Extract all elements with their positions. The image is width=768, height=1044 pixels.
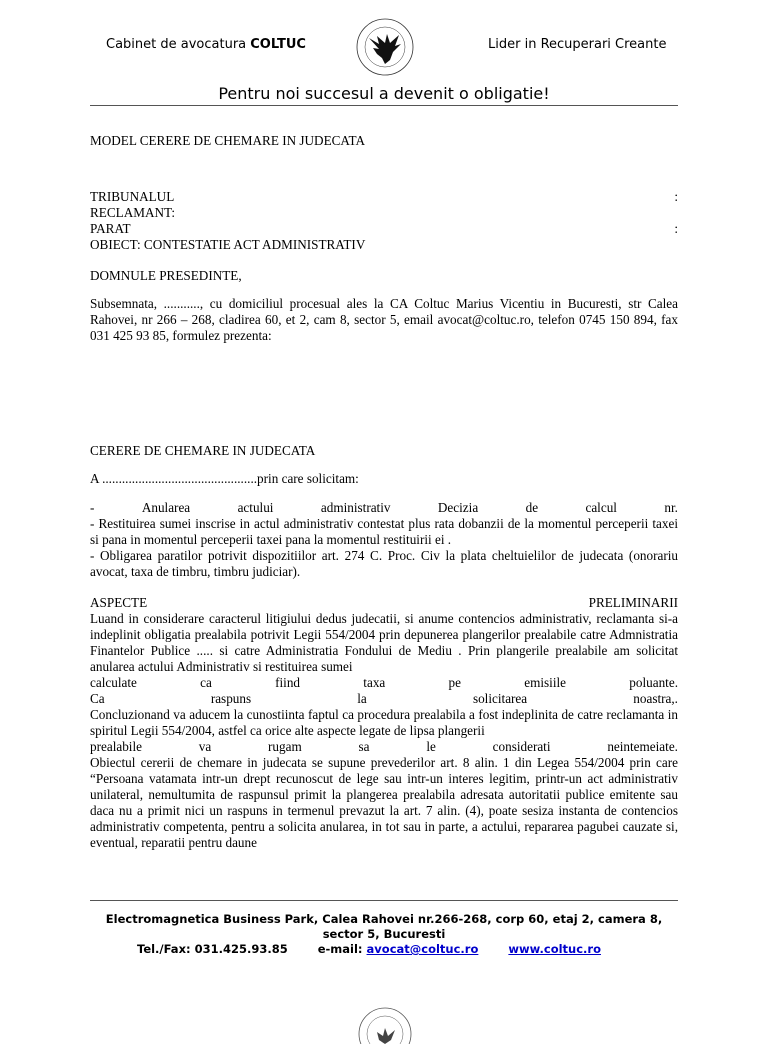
field-colon: : (674, 189, 678, 204)
body-spread-line-1 (90, 675, 678, 691)
party-fields (90, 189, 678, 253)
word: emisiile (524, 675, 567, 690)
request-3: - Obligarea paratilor potrivit dispozitiilor art. 274 C. Proc. Civ la plata cheltuielilor de judecata (onorariu avocat, taxa de timbru, timbru judiciar). (90, 548, 678, 579)
aspects-heading-right: PRELIMINARII (588, 595, 678, 610)
footer-contact-line (60, 942, 678, 957)
document-title: MODEL CERERE DE CHEMARE IN JUDECATA (90, 133, 366, 148)
word: Anularea (141, 500, 191, 515)
body-paragraph-1: Luand in considerare caracterul litigiului dedus judecatii, si anume contencios administrativ, reclamanta si-a indeplinit obligatia prealabila potrivit Legii 554/2004 prin depunerea plangerilor prealabile catre Admnistratia Finantelor Publice ..... si catre Administratia Fondului de Mediu . Prin plangerile prealabile am solicitat anularea actului Administrativ si restituirea sumei (90, 611, 678, 674)
field-label: PARAT (90, 221, 131, 236)
field-label: RECLAMANT: (90, 205, 176, 220)
word: le (426, 739, 436, 754)
firm-name-bold: COLTUC (250, 37, 306, 52)
footer-email-block (318, 942, 479, 957)
field-row (90, 237, 678, 253)
word: de (525, 500, 539, 515)
word: raspuns (210, 691, 252, 706)
against-line: A ...............................................prin care solicitam: (90, 471, 359, 486)
request-2: - Restituirea sumei inscrise in actul administrativ contestat plus rata dobanzii de la momentul perceperii taxei si pana in momentul perceperii taxei pana la momentul restituirii ei . (90, 516, 678, 547)
word: - (90, 500, 95, 515)
aspects-heading-left: ASPECTE (90, 595, 148, 610)
footer-divider (90, 900, 678, 901)
footer-address-line-2: sector 5, Bucuresti (322, 927, 446, 941)
body-paragraph-2: Concluzionand va aducem la cunostiinta faptul ca procedura prealabila a fost indeplinita de catre reclamanta in spiritul Legii 554/2004, astfel ca orice alte aspecte legate de lipsa plangerii (90, 707, 678, 738)
body-spread-line-3 (90, 739, 678, 755)
word: ca (200, 675, 212, 690)
section-title: CERERE DE CHEMARE IN JUDECATA (90, 443, 316, 458)
header-divider (90, 105, 678, 106)
requests-list (90, 500, 678, 580)
motto: Pentru noi succesul a devenit o obligatie! (218, 84, 550, 103)
body-paragraph-3: Obiectul cererii de chemare in judecata se supune prevederilor art. 8 alin. 1 din Legea 554/2004 prin care “Persoana vatamata intr-un drept recunoscut de lege sau intr-un interes legitim, printr-un act administrativ unilateral, nemultumita de raspunsul primit la plangerea prealabila adresata autoritatii publice emitente sau daca nu a primit nici un raspuns in termenul prevazut la art. 7 alin. (4), poate sesiza instanta de contencios administrativ competenta, pentru a solicita anularea, in tot sau in parte, a actului, repararea pagubei cauzate si, eventual, reparatii pentru daune (90, 755, 678, 850)
aspects-heading (90, 595, 678, 611)
word: administrativ (320, 500, 391, 515)
word: neintemeiate. (607, 739, 678, 754)
word: solicitarea (472, 691, 528, 706)
footer-email-label: e-mail: (317, 942, 367, 956)
word: rugam (268, 739, 302, 754)
firm-name (106, 37, 306, 52)
field-row (90, 189, 678, 205)
word: sa (358, 739, 370, 754)
word: noastra,. (633, 691, 678, 706)
field-colon: : (674, 221, 678, 236)
word: pe (448, 675, 461, 690)
eagle-logo-icon (355, 16, 415, 78)
aspects-section (90, 595, 678, 851)
word: Ca (90, 691, 105, 706)
salutation: DOMNULE PRESEDINTE, (90, 268, 242, 283)
footer-address-line-1: Electromagnetica Business Park, Calea Rahovei nr.266-268, corp 60, etaj 2, camera 8, (105, 912, 663, 926)
footer-email-link[interactable]: avocat@coltuc.ro (366, 942, 479, 956)
footer (90, 912, 678, 957)
intro-paragraph: Subsemnata, ..........., cu domiciliul procesual ales la CA Coltuc Marius Vicentiu in Bucuresti, str Calea Rahovei, nr 266 – 268, cladirea 60, et 2, cam 8, sector 5, email avocat@coltuc.ro, telefon 0745 150 894, fax 031 425 93 85, formulez prezenta: (90, 296, 678, 343)
word: Decizia (437, 500, 479, 515)
field-label: OBIECT: CONTESTATIE ACT ADMINISTRATIV (90, 237, 366, 252)
word: calcul (585, 500, 617, 515)
word: nr. (664, 500, 678, 515)
word: va (198, 739, 212, 754)
body-spread-line-2 (90, 691, 678, 707)
word: considerati (492, 739, 551, 754)
field-row (90, 205, 678, 221)
word: actului (237, 500, 274, 515)
word: calculate (90, 675, 137, 690)
field-label: TRIBUNALUL (90, 189, 175, 204)
field-row (90, 221, 678, 237)
firm-name-prefix: Cabinet de avocatura (106, 37, 251, 52)
footer-website-link[interactable]: www.coltuc.ro (508, 942, 601, 956)
word: fiind (275, 675, 301, 690)
word: poluante. (629, 675, 678, 690)
tagline: Lider in Recuperari Creante (488, 37, 667, 52)
eagle-logo-icon (355, 1004, 415, 1044)
word: prealabile (90, 739, 142, 754)
word: taxa (363, 675, 386, 690)
request-1 (90, 500, 678, 516)
footer-telfax: Tel./Fax: 031.425.93.85 (137, 942, 288, 956)
word: la (357, 691, 367, 706)
